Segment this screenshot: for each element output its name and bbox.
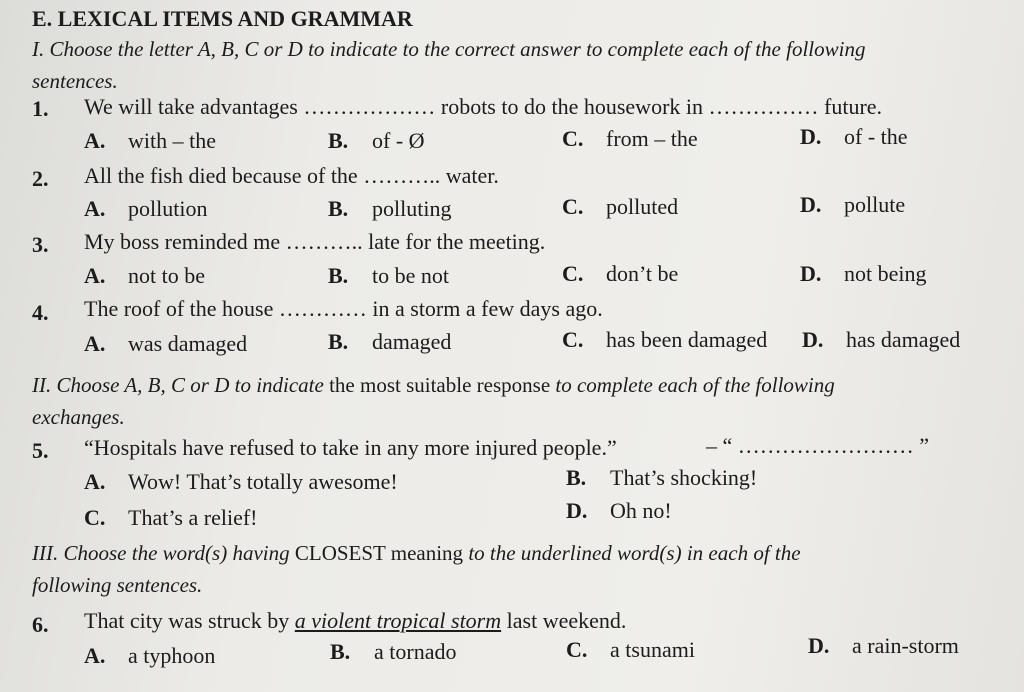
q3-option-d[interactable]: D. not being: [800, 261, 927, 286]
q6-option-d[interactable]: D. a rain-storm: [808, 633, 959, 658]
q6-option-a[interactable]: A. a typhoon: [84, 643, 216, 668]
question-4-text: The roof of the house ………… in a storm a few days ago.: [84, 296, 603, 321]
part3-instruction-cont: following sentences.: [32, 573, 203, 597]
q2-option-b[interactable]: B. polluting: [328, 196, 452, 221]
q2-option-d[interactable]: D. pollute: [800, 192, 906, 217]
q1-option-d[interactable]: D. of - the: [800, 124, 908, 149]
q4-option-c[interactable]: C. has been damaged: [562, 327, 768, 352]
q6-option-c[interactable]: C. a tsunami: [566, 637, 695, 662]
part2-instruction: II. Choose A, B, C or D to indicate the most suitable response to complete each of the following: [32, 373, 835, 397]
question-6-text: That city was struck by a violent tropical storm last weekend.: [84, 608, 627, 633]
q4-option-b[interactable]: B. damaged: [328, 329, 452, 354]
q3-option-a[interactable]: A. not to be: [84, 263, 205, 288]
q1-option-b[interactable]: B. of - Ø: [328, 128, 425, 153]
question-5-text: “Hospitals have refused to take in any more injured people.”: [84, 435, 617, 460]
q4-option-d[interactable]: D. has damaged: [802, 327, 961, 352]
q3-option-c[interactable]: C. don’t be: [562, 261, 679, 286]
part3-instruction: III. Choose the word(s) having CLOSEST meaning to the underlined word(s) in each of the: [32, 541, 801, 565]
q6-option-b[interactable]: B. a tornado: [330, 639, 457, 664]
q5-option-d[interactable]: D. Oh no!: [566, 498, 672, 523]
underlined-phrase: a violent tropical storm: [294, 608, 502, 633]
q3-option-b[interactable]: B. to be not: [328, 263, 449, 288]
q4-option-a[interactable]: A. was damaged: [84, 331, 248, 356]
q5-option-c[interactable]: C. That’s a relief!: [84, 505, 258, 530]
q5-option-a[interactable]: A. Wow! That’s totally awesome!: [84, 469, 398, 494]
question-3-number: 3.: [32, 232, 49, 257]
part1-instruction-cont: sentences.: [32, 69, 118, 93]
question-2-text: All the fish died because of the ……….. water.: [84, 163, 499, 188]
question-3-text: My boss reminded me ……….. late for the meeting.: [84, 229, 546, 254]
part1-instruction: I. Choose the letter A, B, C or D to indicate to the correct answer to complete each of the following: [32, 37, 866, 61]
q1-option-c[interactable]: C. from – the: [562, 126, 698, 151]
question-2-number: 2.: [32, 166, 49, 191]
question-4-number: 4.: [32, 300, 49, 325]
section-title: E. LEXICAL ITEMS AND GRAMMAR: [32, 6, 413, 31]
q2-option-a[interactable]: A. pollution: [84, 196, 208, 221]
question-1-number: 1.: [32, 96, 49, 121]
q2-option-c[interactable]: C. polluted: [562, 194, 679, 219]
question-1-text: We will take advantages ……………… robots to do the housework in …………… future.: [84, 94, 883, 119]
q5-option-b[interactable]: B. That’s shocking!: [566, 465, 758, 490]
question-5-number: 5.: [32, 438, 49, 463]
question-6-number: 6.: [32, 612, 49, 637]
question-5-reply-blank[interactable]: – “ …………………… ”: [706, 433, 930, 458]
part2-instruction-cont: exchanges.: [32, 405, 125, 429]
q1-option-a[interactable]: A. with – the: [84, 128, 216, 153]
